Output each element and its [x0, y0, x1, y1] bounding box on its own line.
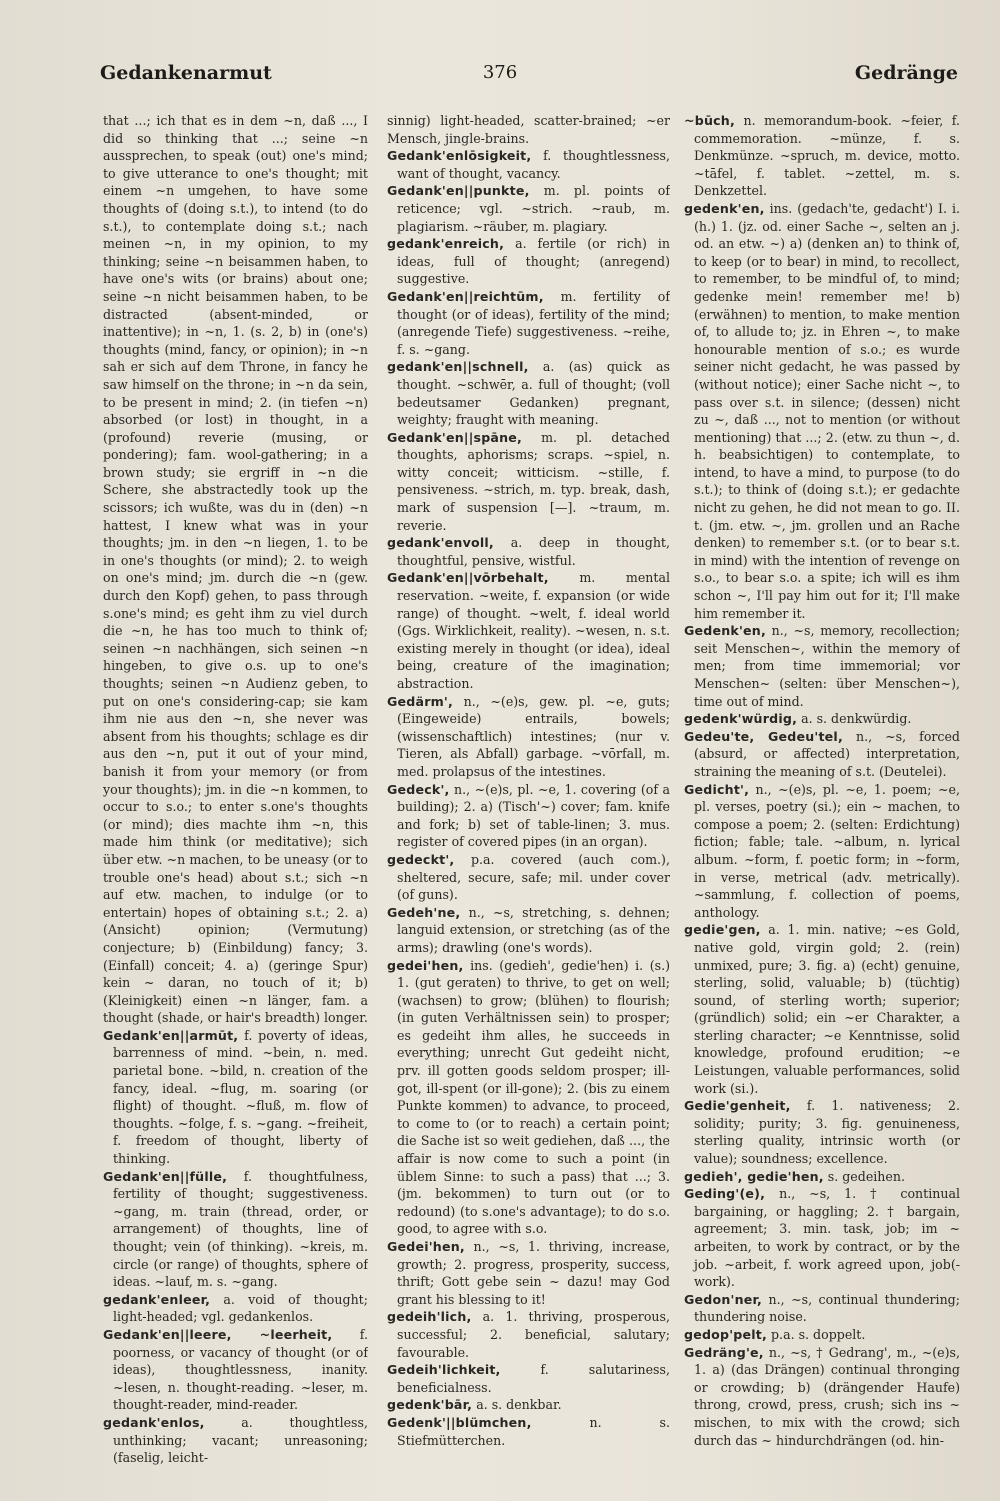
- entry-text: f. 1. nativeness; 2. solidity; purity; 3. fig. genuineness, sterling quality, intrinsic worth (or value); soundness; excellence.: [694, 1098, 960, 1167]
- dictionary-entry: [387, 429, 670, 535]
- entry-text: n., ~s, memory, recollection; seit Menschen~, within the memory of men; from time immemorial; vor Menschen~ (selten: über Menschen~), time out of mind.: [694, 623, 960, 709]
- dictionary-entry: [387, 957, 670, 1239]
- dictionary-entry: [684, 921, 960, 1097]
- entry-text: sinnig) light-headed, scatter-brained; ~er Mensch, jingle-brains.: [387, 113, 670, 146]
- entry-headword: Gedank'en||vōrbehalt,: [387, 570, 549, 586]
- entry-text: ins. (gedieh', gedie'hen) i. (s.) 1. (gut geraten) to thrive, to get on well; (wachsen) to grow; (blühen) to flourish; (in guten Verhältnissen sein) to prosper; es gedeiht ihm alles, he succeeds in everything; unrecht Gut gedeiht nicht, prv. ill gotten goods seldom prosper; ill-got, ill-spent (or ill-gone); 2. (bis zu einem Punkte kommen) to advance, to proceed, to come to (or to reach) a certain point; die Sache ist so weit gediehen, daß ..., the affair is now come to such a point (in üblem Sinne: to such a pass) that ...; 3. (jm. bekommen) to turn out (or to redound) (to s.one's advantage); to do s.o. good, to agree with s.o.: [397, 957, 670, 1237]
- entry-text: n., ~s, † Gedrang', m., ~(e)s, 1. a) (das Drängen) continual thronging or crowding; b) (drängender Haufe) throng, crowd, press, crush; sich ins ~ mischen, to mix with the crowd; sich durch das ~ hindurchdrängen (od. hin-: [694, 1344, 960, 1448]
- entry-text: n., ~s, 1. † continual bargaining, or haggling; 2. † bargain, agreement; 3. min. task, job; im ~ arbeiten, to work by contract, or by the job. ~arbeit, f. work agreed upon, job(-work).: [694, 1186, 960, 1290]
- entry-headword: Gedie'genheit,: [684, 1098, 791, 1114]
- entry-text: a. 1. min. native; ~es Gold, native gold, virgin gold; 2. (rein) unmixed, pure; 3. fig. a) (echt) genuine, sterling, solid, valuable; b) (tüchtig) sound, of sterling worth; superior; (gründlich) solid; ein ~er Charakter, a sterling character; ~e Kenntnisse, solid knowledge, profound erudition; ~e Leistungen, valuable performances, solid work (si.).: [694, 922, 960, 1096]
- entry-text: f. poverty of ideas, barrenness of mind. ~bein, n. med. parietal bone. ~bild, n. creation of the fancy, ideal. ~flug, m. soaring (or flight) of thought. ~fluß, m. flow of thoughts. ~folge, f. s. ~gang. ~freiheit, f. freedom of thought, liberty of thinking.: [113, 1027, 368, 1167]
- entry-headword: gedank'en||schnell,: [387, 359, 529, 375]
- entry-text: ins. (gedach'te, gedacht') I. i. (h.) 1. (jz. od. einer Sache ~, selten an j. od. an etw. ~) a) (denken an) to think of, to keep (or to bear) in mind, to recollect, to remember, to be mindful of, to mind; gedenke mein! remember me! b) (erwähnen) to mention, to make mention of, to allude to; jz. in Ehren ~, to make honourable mention of s.o.; es wurde seiner nicht gedacht, he was passed by (without notice); einer Sache nicht ~, to pass over s.t. in silence; (dessen) nicht zu ~, daß ..., not to mention (or without mentioning) that ...; 2. (etw. zu thun ~, d. h. beabsichtigen) to contemplate, to intend, to have a mind, to purpose (to do s.t.); to think of (doing s.t.); er gedachte nicht zu gehen, he did not mean to go. II. t. (jm. etw. ~, jm. grollen und an Rache denken) to remember s.t. (or to bear s.t. in mind) with the intention of revenge on s.o., to bear s.o. a spite; ich will es ihm schon ~, I'll pay him out for it; I'll make him remember it.: [694, 200, 960, 621]
- entry-text: p.a. covered (auch com.), sheltered, secure, safe; mil. under cover (of guns).: [397, 851, 670, 903]
- entry-headword: Gedärm',: [387, 693, 453, 709]
- entry-text: a. void of thought; light-headed; vgl. gedankenlos.: [113, 1291, 368, 1325]
- entry-headword: gedank'enlos,: [103, 1414, 205, 1430]
- entry-text: m. fertility of thought (or of ideas), fertility of the mind; (anregende Tiefe) suggestiveness. ~reihe, f. s. ~gang.: [397, 288, 670, 357]
- dictionary-entry: [387, 1238, 670, 1308]
- entry-text: n., ~s, 1. thriving, increase, growth; 2. progress, prosperity, success, thrift; Gott gebe sein ~ dazu! may God grant his blessing to it!: [397, 1239, 670, 1307]
- entry-text: n., ~(e)s, pl. ~e, 1. covering (of a building); 2. a) (Tisch'~) cover; fam. knife and fork; b) set of table-linen; 3. mus. register of covered pipes (in an organ).: [397, 781, 670, 850]
- entry-text: n., ~(e)s, pl. ~e, 1. poem; ~e, pl. verses, poetry (si.); ein ~ machen, to compose a poem; 2. (selten: Erdichtung) fiction; fable; tale. ~album, n. lyrical album. ~form, f. poetic form; in ~form, in verse, metrical (adv. metrically). ~sammlung, f. collection of poems, anthology.: [694, 781, 960, 920]
- right-guide-word: Gedränge: [854, 62, 958, 84]
- entry-text: f. salutariness, beneficialness.: [397, 1362, 670, 1395]
- entry-text: p.a. s. doppelt.: [771, 1326, 866, 1342]
- dictionary-entry: [684, 710, 960, 728]
- column-3: [684, 112, 960, 1492]
- entry-headword: Gedank'en||armūt,: [103, 1027, 239, 1043]
- entry-headword: gedank'enreich,: [387, 236, 505, 252]
- page-number: 376: [482, 62, 518, 83]
- dictionary-entry: [684, 622, 960, 710]
- dictionary-entry: [684, 112, 960, 200]
- dictionary-entry: [387, 904, 670, 957]
- entry-text: a. (as) quick as thought. ~schwēr, a. full of thought; (voll bedeutsamer Gedanken) pregnant, weighty; fraught with meaning.: [397, 359, 670, 428]
- entry-text: a. 1. thriving, prosperous, successful; 2. beneficial, salutary; favourable.: [397, 1309, 670, 1360]
- entry-headword: gedop'pelt,: [684, 1326, 767, 1342]
- dictionary-entry: [684, 781, 960, 922]
- dictionary-entry: [387, 569, 670, 692]
- dictionary-entry: [103, 1168, 368, 1291]
- entry-headword: Gedeh'ne,: [387, 904, 461, 920]
- dictionary-entry: [387, 693, 670, 781]
- entry-text: n., ~s, stretching, s. dehnen; languid extension, or stretching (as of the arms); drawling (one's words).: [397, 904, 670, 955]
- entry-text: f. thoughtlessness, want of thought, vacancy.: [397, 148, 670, 181]
- entry-text: f. poorness, or vacancy of thought (or of ideas), thoughtlessness, inanity. ~lesen, n. thought-reading. ~leser, m. thought-reader, mind-reader.: [113, 1326, 368, 1413]
- entry-headword: Gedank'en||reichtūm,: [387, 288, 544, 304]
- dictionary-entry: [387, 358, 670, 428]
- entry-text: n., ~s, forced (absurd, or affected) interpretation, straining the meaning of s.t. (Deutelei).: [694, 728, 960, 779]
- entry-headword: gedenk'würdig,: [684, 711, 798, 727]
- dictionary-entry: [387, 288, 670, 358]
- left-guide-word: Gedankenarmut: [100, 62, 272, 84]
- entry-headword: gedei'hen,: [387, 957, 464, 973]
- dictionary-entry: [103, 112, 368, 1027]
- dictionary-entry: [103, 1326, 368, 1414]
- dictionary-entry: [684, 1326, 960, 1344]
- dictionary-entry: [387, 1396, 670, 1414]
- entry-text: m. mental reservation. ~weite, f. expansion (or wide range) of thought. ~welt, f. ideal world (Ggs. Wirklichkeit, reality). ~wesen, n. s.t. existing merely in thought (or idea), ideal being, creature of the imagination; abstraction.: [397, 570, 670, 691]
- entry-text: a. thoughtless, unthinking; vacant; unreasoning; (faselig, leicht-: [113, 1414, 368, 1466]
- dictionary-entry: [684, 1168, 960, 1186]
- entry-headword: gedie'gen,: [684, 922, 761, 938]
- entry-headword: gedeckt',: [387, 851, 455, 867]
- entry-text: n. s. Stiefmütterchen.: [397, 1414, 670, 1448]
- dictionary-entry: [103, 1291, 368, 1326]
- dictionary-entry: [387, 534, 670, 569]
- dictionary-entry: [387, 781, 670, 851]
- entry-headword: Gedank'en||fülle,: [103, 1168, 228, 1184]
- dictionary-entry: [103, 1027, 368, 1168]
- entry-headword: Gedenk'||blümchen,: [387, 1414, 532, 1430]
- dictionary-entry: [387, 112, 670, 147]
- entry-text: m. pl. detached thoughts, aphorisms; scraps. ~spiel, n. witty conceit; witticism. ~stille, f. pensiveness. ~strich, m. typ. break, dash, mark of suspension [—]. ~traum, m. reverie.: [397, 429, 670, 533]
- column-2: [387, 112, 670, 1492]
- entry-headword: Gedeck',: [387, 781, 450, 797]
- entry-headword: gedank'envoll,: [387, 535, 494, 551]
- entry-text: m. pl. points of reticence; vgl. ~strich. ~raub, m. plagiarism. ~räuber, m. plagiary.: [397, 183, 670, 234]
- entry-headword: gedank'enleer,: [103, 1291, 211, 1307]
- entry-headword: ~būch,: [684, 113, 735, 128]
- entry-text: a. s. denkbar.: [476, 1397, 562, 1413]
- entry-headword: Gedeih'lichkeit,: [387, 1362, 501, 1378]
- entry-headword: Gedenk'en,: [684, 623, 766, 639]
- entry-headword: gedeih'lich,: [387, 1309, 472, 1325]
- dictionary-entry: [684, 200, 960, 622]
- dictionary-entry: [684, 1291, 960, 1326]
- dictionary-entry: [684, 728, 960, 781]
- dictionary-entry: [684, 1097, 960, 1167]
- entry-headword: Gedank'enlōsigkeit,: [387, 148, 532, 164]
- entry-text: a. deep in thought, thoughtful, pensive, wistful.: [397, 535, 670, 568]
- dictionary-entry: [684, 1344, 960, 1450]
- entry-text: n., ~(e)s, gew. pl. ~e, guts; (Eingeweide) entrails, bowels; (wissenschaftlich) intestines; (nur v. Tieren, als Abfall) garbage. ~vōrfall, m. med. prolapsus of the intestines.: [397, 693, 670, 779]
- entry-headword: gedenk'bār,: [387, 1397, 473, 1413]
- entry-headword: gedieh', gedie'hen,: [684, 1168, 824, 1184]
- dictionary-entry: [387, 1361, 670, 1396]
- dictionary-entry: [387, 851, 670, 904]
- entry-headword: Gedeu'te, Gedeu'tel,: [684, 728, 843, 744]
- dictionary-entry: [387, 1308, 670, 1361]
- dictionary-entry: [684, 1185, 960, 1291]
- dictionary-entry: [387, 147, 670, 182]
- dictionary-entry: [387, 235, 670, 288]
- entry-text: a. fertile (or rich) in ideas, full of thought; (anregend) suggestive.: [397, 236, 670, 287]
- entry-text: s. gedeihen.: [827, 1168, 905, 1184]
- entry-text: n. memorandum-book. ~feier, f. commemoration. ~münze, f. s. Denkmünze. ~spruch, m. device, motto. ~tāfel, f. tablet. ~zettel, m. s. Denkzettel.: [694, 113, 960, 199]
- entry-text: f. thoughtfulness, fertility of thought; suggestiveness. ~gang, m. train (thread, order, or arrangement) of thoughts, line of thought; vein (of thinking). ~kreis, m. circle (or range) of thoughts, sphere of ideas. ~lauf, m. s. ~gang.: [113, 1168, 368, 1290]
- entry-headword: Gedank'en||spāne,: [387, 429, 522, 445]
- entry-headword: gedenk'en,: [684, 200, 765, 216]
- entry-headword: Gedank'en||punkte,: [387, 183, 530, 199]
- entry-headword: Gedicht',: [684, 781, 750, 797]
- entry-headword: Geding'(e),: [684, 1186, 766, 1202]
- dictionary-entry: [387, 182, 670, 235]
- entry-headword: Gedank'en||leere, ~leerheit,: [103, 1326, 333, 1342]
- entry-headword: Gedon'ner,: [684, 1291, 763, 1307]
- entry-text: that ...; ich that es in dem ~n, daß ..., I did so thinking that ...; seine ~n aussprechen, to speak (out) one's mind; to give utterance to one's thought; mit einem ~n umgehen, to have some thoughts of (doing s.t.), to intend (to do s.t.), to contemplate doing s.t.; nach meinen ~n, in my opinion, to my thinking; seine ~n beisammen haben, to have one's wits (or brains) about one; seine ~n nicht beisammen haben, to be distracted (absent-minded, or inattentive); in ~n, 1. (s. 2, b) in (one's) thoughts (mind, fancy, or opinion); in ~n sah er sich auf dem Throne, in fancy he saw himself on the throne; in ~n da sein, to be present in mind; 2. (in tiefen ~n) absorbed (or lost) in thought, in a (profound) reverie (musing, or pondering); fam. wool-gathering; in a brown study; sie ergriff in ~n die Schere, she abstractedly took up the scissors; ich wußte, was du in (den) ~n hattest, I knew what was in your thoughts; jm. in den ~n liegen, 1. to be in one's thoughts (or mind); 2. to weigh on one's mind; jm. durch die ~n (gew. durch den Kopf) gehen, to pass through s.one's mind; es geht ihm zu viel durch die ~n, he has too much to think of; seinen ~n nachhängen, sich seinen ~n hingeben, to give o.s. up to one's thoughts; seinen ~n Audienz geben, to put on one's considering-cap; sie kam ihm nie aus den ~n, she never was absent from his thoughts; schlage es dir aus den ~n, put it out of your mind, banish it from your memory (or from your thoughts); jm. in die ~n kommen, to occur to s.o.; to enter s.one's thoughts (or mind); dies machte ihm ~n, this made him think (or meditative); sich über etw. ~n machen, to be uneasy (or to trouble one's head) about s.t.; sich ~n auf etw. machen, to indulge (or to entertain) hopes of obtaining s.t.; 2. a) (Ansicht) opinion; (Vermutung) conjecture; b) (Einbildung) fancy; 3. (Einfall) conceit; 4. a) (geringe Spur) kein ~ daran, no touch of it; b) (Kleinigkeit) einen ~n länger, fam. a thought (shade, or hair's breadth) longer.: [103, 113, 368, 1026]
- column-1: [103, 112, 368, 1492]
- entry-text: n., ~s, continual thundering; thundering noise.: [694, 1291, 960, 1325]
- entry-text: a. s. denkwürdig.: [801, 711, 912, 727]
- dictionary-entry: [103, 1414, 368, 1467]
- dictionary-entry: [387, 1414, 670, 1449]
- entry-headword: Gedei'hen,: [387, 1239, 465, 1254]
- entry-headword: Gedräng'e,: [684, 1344, 764, 1360]
